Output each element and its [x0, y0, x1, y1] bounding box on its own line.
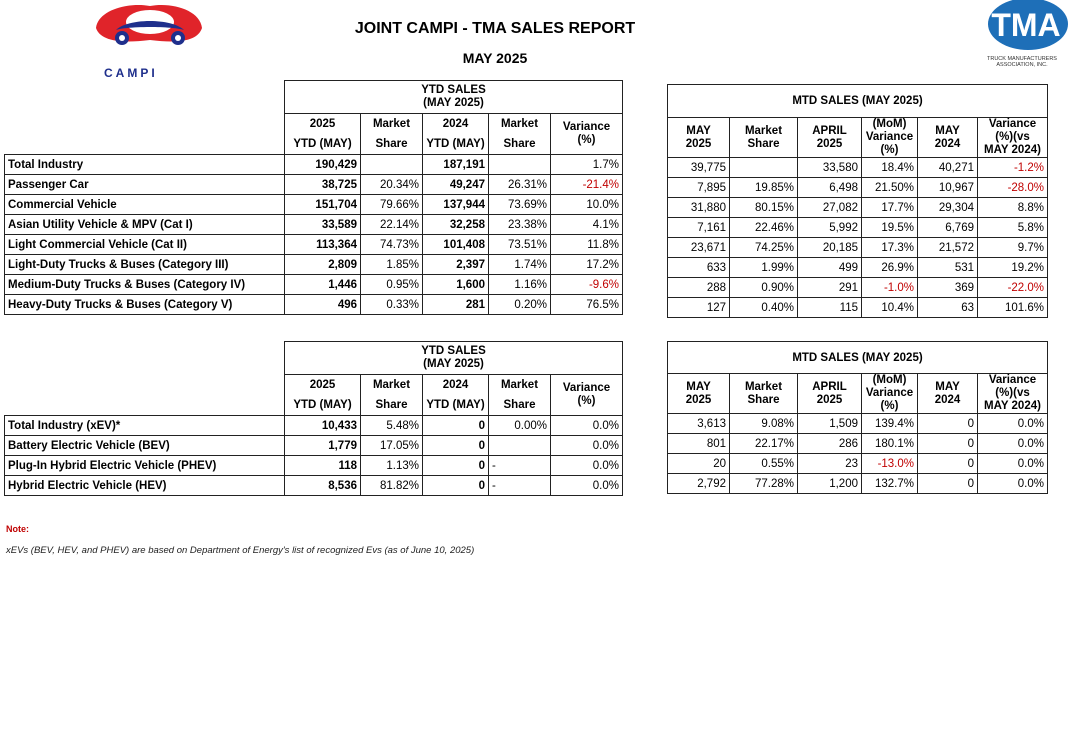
- col-ytd2024-sub: YTD (MAY): [423, 134, 489, 155]
- note-text: xEVs (BEV, HEV, and PHEV) are based on Department of Energy's list of recognized Evs (as of June 10, 2025): [6, 545, 475, 556]
- xev-ytd-sales-table: [4, 341, 623, 496]
- ytd-share-2024-cell: -: [489, 456, 551, 476]
- xev-col-share2024-sub: Share: [489, 395, 551, 416]
- mtd-may-2025-cell: 39,775: [668, 158, 730, 178]
- ytd-share-2025-cell: 81.82%: [361, 476, 423, 496]
- ytd-variance-cell: 10.0%: [551, 195, 623, 215]
- table-row: [668, 238, 1048, 258]
- xev-col-may2024-header: MAY 2024: [918, 374, 978, 414]
- table-row: [5, 456, 623, 476]
- ytd-variance-cell: -21.4%: [551, 175, 623, 195]
- table-row: [668, 414, 1048, 434]
- xev-col-yoy-header: Variance (%)(vs MAY 2024): [978, 374, 1048, 414]
- table-row: [5, 155, 623, 175]
- ytd-2024-cell: 0: [423, 476, 489, 496]
- ytd-share-2024-cell: [489, 436, 551, 456]
- xev-col-mtd-share-header: Market Share: [730, 374, 798, 414]
- mtd-yoy-variance-cell: 0.0%: [978, 474, 1048, 494]
- table-row: [5, 175, 623, 195]
- ytd-2025-cell: 38,725: [285, 175, 361, 195]
- mtd-share-cell: 0.40%: [730, 298, 798, 318]
- mtd-may-2025-cell: 801: [668, 434, 730, 454]
- xev-col-mom-header: (MoM) Variance (%): [862, 374, 918, 414]
- row-label: Total Industry: [5, 155, 285, 175]
- mtd-may-2024-cell: 29,304: [918, 198, 978, 218]
- ytd-2024-cell: 49,247: [423, 175, 489, 195]
- table-row: [5, 275, 623, 295]
- mtd-april-2025-cell: 33,580: [798, 158, 862, 178]
- table-row: [668, 218, 1048, 238]
- mtd-may-2025-cell: 23,671: [668, 238, 730, 258]
- mtd-mom-variance-cell: 17.7%: [862, 198, 918, 218]
- ytd-2024-cell: 281: [423, 295, 489, 315]
- mtd-may-2024-cell: 6,769: [918, 218, 978, 238]
- table-row: [5, 416, 623, 436]
- ytd-variance-cell: -9.6%: [551, 275, 623, 295]
- mtd-may-2025-cell: 288: [668, 278, 730, 298]
- mtd-yoy-variance-cell: 8.8%: [978, 198, 1048, 218]
- mtd-april-2025-cell: 115: [798, 298, 862, 318]
- mtd-may-2024-cell: 0: [918, 414, 978, 434]
- report-subtitle: MAY 2025: [462, 50, 528, 66]
- mtd-april-2025-cell: 23: [798, 454, 862, 474]
- row-label: Medium-Duty Trucks & Buses (Category IV): [5, 275, 285, 295]
- ytd-2025-cell: 33,589: [285, 215, 361, 235]
- ytd-share-2025-cell: 74.73%: [361, 235, 423, 255]
- ytd-2025-cell: 10,433: [285, 416, 361, 436]
- table-row: [5, 195, 623, 215]
- ytd-2024-cell: 2,397: [423, 255, 489, 275]
- mtd-mom-variance-cell: -13.0%: [862, 454, 918, 474]
- table-row: [5, 235, 623, 255]
- ytd-share-2025-cell: 1.85%: [361, 255, 423, 275]
- table-row: [668, 198, 1048, 218]
- col-mtd-share-header: Market Share: [730, 118, 798, 158]
- xev-col-april2025-header: APRIL 2025: [798, 374, 862, 414]
- row-label: Battery Electric Vehicle (BEV): [5, 436, 285, 456]
- ytd-share-2024-cell: 26.31%: [489, 175, 551, 195]
- mtd-may-2024-cell: 21,572: [918, 238, 978, 258]
- mtd-may-2024-cell: 531: [918, 258, 978, 278]
- mtd-may-2024-cell: 0: [918, 454, 978, 474]
- mtd-may-2025-cell: 633: [668, 258, 730, 278]
- mtd-share-cell: 80.15%: [730, 198, 798, 218]
- ytd-variance-cell: 0.0%: [551, 436, 623, 456]
- row-label: Hybrid Electric Vehicle (HEV): [5, 476, 285, 496]
- table-row: [668, 278, 1048, 298]
- mtd-yoy-variance-cell: 0.0%: [978, 414, 1048, 434]
- mtd-may-2025-cell: 31,880: [668, 198, 730, 218]
- mtd-may-2024-cell: 40,271: [918, 158, 978, 178]
- table-row: [668, 298, 1048, 318]
- ytd-variance-cell: 0.0%: [551, 416, 623, 436]
- mtd-may-2025-cell: 3,613: [668, 414, 730, 434]
- mtd-yoy-variance-cell: 19.2%: [978, 258, 1048, 278]
- mtd-may-2025-cell: 127: [668, 298, 730, 318]
- ytd-2024-cell: 187,191: [423, 155, 489, 175]
- col-yoy-header: Variance (%)(vs MAY 2024): [978, 118, 1048, 158]
- row-label: Passenger Car: [5, 175, 285, 195]
- ytd-share-2025-cell: 1.13%: [361, 456, 423, 476]
- ytd-share-2024-cell: 73.51%: [489, 235, 551, 255]
- table-row: [5, 255, 623, 275]
- mtd-share-cell: 0.90%: [730, 278, 798, 298]
- mtd-yoy-variance-cell: 9.7%: [978, 238, 1048, 258]
- table-row: [5, 295, 623, 315]
- col-share2025-header: Market: [361, 114, 423, 135]
- xev-mtd-group-header: MTD SALES (MAY 2025): [668, 342, 1048, 374]
- table-row: [668, 434, 1048, 454]
- mtd-mom-variance-cell: 26.9%: [862, 258, 918, 278]
- ytd-share-2024-cell: [489, 155, 551, 175]
- mtd-april-2025-cell: 20,185: [798, 238, 862, 258]
- ytd-share-2025-cell: [361, 155, 423, 175]
- xev-mtd-sales-table: [667, 341, 1048, 494]
- col-mom-header: (MoM) Variance (%): [862, 118, 918, 158]
- mtd-share-cell: 22.17%: [730, 434, 798, 454]
- mtd-mom-variance-cell: 17.3%: [862, 238, 918, 258]
- xev-col-ytd2025-header: 2025: [285, 375, 361, 396]
- mtd-yoy-variance-cell: -1.2%: [978, 158, 1048, 178]
- ytd-share-2025-cell: 17.05%: [361, 436, 423, 456]
- ytd-2024-cell: 1,600: [423, 275, 489, 295]
- col-may2024-header: MAY 2024: [918, 118, 978, 158]
- row-label: Asian Utility Vehicle & MPV (Cat I): [5, 215, 285, 235]
- ytd-variance-cell: 0.0%: [551, 476, 623, 496]
- table-row: [668, 474, 1048, 494]
- ytd-variance-cell: 1.7%: [551, 155, 623, 175]
- row-label: Light-Duty Trucks & Buses (Category III): [5, 255, 285, 275]
- table-row: [5, 436, 623, 456]
- note-label: Note:: [6, 524, 29, 534]
- ytd-sales-table: [4, 80, 623, 315]
- report-title: JOINT CAMPI - TMA SALES REPORT: [354, 20, 636, 37]
- ytd-variance-cell: 4.1%: [551, 215, 623, 235]
- mtd-share-cell: 1.99%: [730, 258, 798, 278]
- mtd-april-2025-cell: 291: [798, 278, 862, 298]
- xev-col-variance-header: Variance (%): [551, 375, 623, 416]
- ytd-2025-cell: 151,704: [285, 195, 361, 215]
- mtd-share-cell: 0.55%: [730, 454, 798, 474]
- ytd-2025-cell: 496: [285, 295, 361, 315]
- table-row: [668, 158, 1048, 178]
- mtd-group-header: MTD SALES (MAY 2025): [668, 85, 1048, 118]
- mtd-yoy-variance-cell: -22.0%: [978, 278, 1048, 298]
- mtd-mom-variance-cell: 180.1%: [862, 434, 918, 454]
- mtd-april-2025-cell: 5,992: [798, 218, 862, 238]
- ytd-2024-cell: 0: [423, 436, 489, 456]
- mtd-may-2025-cell: 20: [668, 454, 730, 474]
- ytd-share-2024-cell: 73.69%: [489, 195, 551, 215]
- xev-ytd-group-header: YTD SALES (MAY 2025): [285, 342, 623, 375]
- ytd-2024-cell: 0: [423, 456, 489, 476]
- mtd-mom-variance-cell: 18.4%: [862, 158, 918, 178]
- ytd-2025-cell: 190,429: [285, 155, 361, 175]
- ytd-2025-cell: 118: [285, 456, 361, 476]
- mtd-share-cell: [730, 158, 798, 178]
- col-april2025-header: APRIL 2025: [798, 118, 862, 158]
- mtd-sales-table: [667, 84, 1048, 318]
- ytd-2024-cell: 32,258: [423, 215, 489, 235]
- xev-col-ytd2024-header: 2024: [423, 375, 489, 396]
- tma-subtitle: TRUCK MANUFACTURERS ASSOCIATION, INC.: [987, 56, 1057, 68]
- table-row: [5, 476, 623, 496]
- mtd-mom-variance-cell: 139.4%: [862, 414, 918, 434]
- mtd-may-2024-cell: 369: [918, 278, 978, 298]
- col-ytd2025-sub: YTD (MAY): [285, 134, 361, 155]
- row-label: Total Industry (xEV)*: [5, 416, 285, 436]
- tma-logo-text: TMA: [991, 7, 1061, 43]
- mtd-share-cell: 77.28%: [730, 474, 798, 494]
- ytd-2025-cell: 1,779: [285, 436, 361, 456]
- ytd-2024-cell: 137,944: [423, 195, 489, 215]
- xev-col-share2024-header: Market: [489, 375, 551, 396]
- mtd-yoy-variance-cell: 101.6%: [978, 298, 1048, 318]
- row-label: Heavy-Duty Trucks & Buses (Category V): [5, 295, 285, 315]
- mtd-may-2024-cell: 0: [918, 474, 978, 494]
- ytd-share-2025-cell: 22.14%: [361, 215, 423, 235]
- mtd-may-2024-cell: 10,967: [918, 178, 978, 198]
- tma-logo: [978, 0, 1068, 56]
- col-share2025-sub: Share: [361, 134, 423, 155]
- mtd-may-2025-cell: 7,895: [668, 178, 730, 198]
- campi-logo-text: CAMPI: [104, 66, 158, 80]
- mtd-mom-variance-cell: 10.4%: [862, 298, 918, 318]
- row-label: Commercial Vehicle: [5, 195, 285, 215]
- mtd-may-2024-cell: 0: [918, 434, 978, 454]
- col-variance-header: Variance (%): [551, 114, 623, 155]
- mtd-yoy-variance-cell: 5.8%: [978, 218, 1048, 238]
- ytd-2025-cell: 2,809: [285, 255, 361, 275]
- ytd-2025-cell: 8,536: [285, 476, 361, 496]
- mtd-yoy-variance-cell: 0.0%: [978, 454, 1048, 474]
- col-ytd2024-header: 2024: [423, 114, 489, 135]
- mtd-april-2025-cell: 1,509: [798, 414, 862, 434]
- mtd-april-2025-cell: 286: [798, 434, 862, 454]
- mtd-share-cell: 22.46%: [730, 218, 798, 238]
- table-row: [5, 215, 623, 235]
- ytd-share-2024-cell: 23.38%: [489, 215, 551, 235]
- ytd-share-2024-cell: 1.16%: [489, 275, 551, 295]
- ytd-2025-cell: 113,364: [285, 235, 361, 255]
- mtd-yoy-variance-cell: -28.0%: [978, 178, 1048, 198]
- mtd-may-2025-cell: 2,792: [668, 474, 730, 494]
- mtd-may-2024-cell: 63: [918, 298, 978, 318]
- ytd-group-header: YTD SALES (MAY 2025): [285, 81, 623, 114]
- ytd-variance-cell: 0.0%: [551, 456, 623, 476]
- mtd-yoy-variance-cell: 0.0%: [978, 434, 1048, 454]
- col-ytd2025-header: 2025: [285, 114, 361, 135]
- mtd-mom-variance-cell: 132.7%: [862, 474, 918, 494]
- mtd-april-2025-cell: 1,200: [798, 474, 862, 494]
- ytd-share-2024-cell: 0.20%: [489, 295, 551, 315]
- xev-col-ytd2024-sub: YTD (MAY): [423, 395, 489, 416]
- table-row: [668, 178, 1048, 198]
- ytd-share-2025-cell: 0.95%: [361, 275, 423, 295]
- ytd-share-2025-cell: 20.34%: [361, 175, 423, 195]
- row-label: Plug-In Hybrid Electric Vehicle (PHEV): [5, 456, 285, 476]
- xev-col-share2025-sub: Share: [361, 395, 423, 416]
- col-share2024-sub: Share: [489, 134, 551, 155]
- mtd-share-cell: 74.25%: [730, 238, 798, 258]
- mtd-share-cell: 9.08%: [730, 414, 798, 434]
- table-row: [668, 454, 1048, 474]
- ytd-2025-cell: 1,446: [285, 275, 361, 295]
- ytd-variance-cell: 17.2%: [551, 255, 623, 275]
- mtd-april-2025-cell: 6,498: [798, 178, 862, 198]
- mtd-mom-variance-cell: -1.0%: [862, 278, 918, 298]
- mtd-april-2025-cell: 499: [798, 258, 862, 278]
- mtd-mom-variance-cell: 21.50%: [862, 178, 918, 198]
- mtd-may-2025-cell: 7,161: [668, 218, 730, 238]
- table-row: [668, 258, 1048, 278]
- mtd-share-cell: 19.85%: [730, 178, 798, 198]
- col-share2024-header: Market: [489, 114, 551, 135]
- ytd-share-2025-cell: 0.33%: [361, 295, 423, 315]
- row-label: Light Commercial Vehicle (Cat II): [5, 235, 285, 255]
- ytd-share-2024-cell: -: [489, 476, 551, 496]
- ytd-2024-cell: 101,408: [423, 235, 489, 255]
- ytd-2024-cell: 0: [423, 416, 489, 436]
- ytd-variance-cell: 76.5%: [551, 295, 623, 315]
- ytd-share-2025-cell: 5.48%: [361, 416, 423, 436]
- xev-col-may2025-header: MAY 2025: [668, 374, 730, 414]
- ytd-share-2024-cell: 1.74%: [489, 255, 551, 275]
- xev-col-share2025-header: Market: [361, 375, 423, 396]
- ytd-share-2024-cell: 0.00%: [489, 416, 551, 436]
- mtd-mom-variance-cell: 19.5%: [862, 218, 918, 238]
- mtd-april-2025-cell: 27,082: [798, 198, 862, 218]
- xev-col-ytd2025-sub: YTD (MAY): [285, 395, 361, 416]
- ytd-variance-cell: 11.8%: [551, 235, 623, 255]
- col-may2025-header: MAY 2025: [668, 118, 730, 158]
- ytd-share-2025-cell: 79.66%: [361, 195, 423, 215]
